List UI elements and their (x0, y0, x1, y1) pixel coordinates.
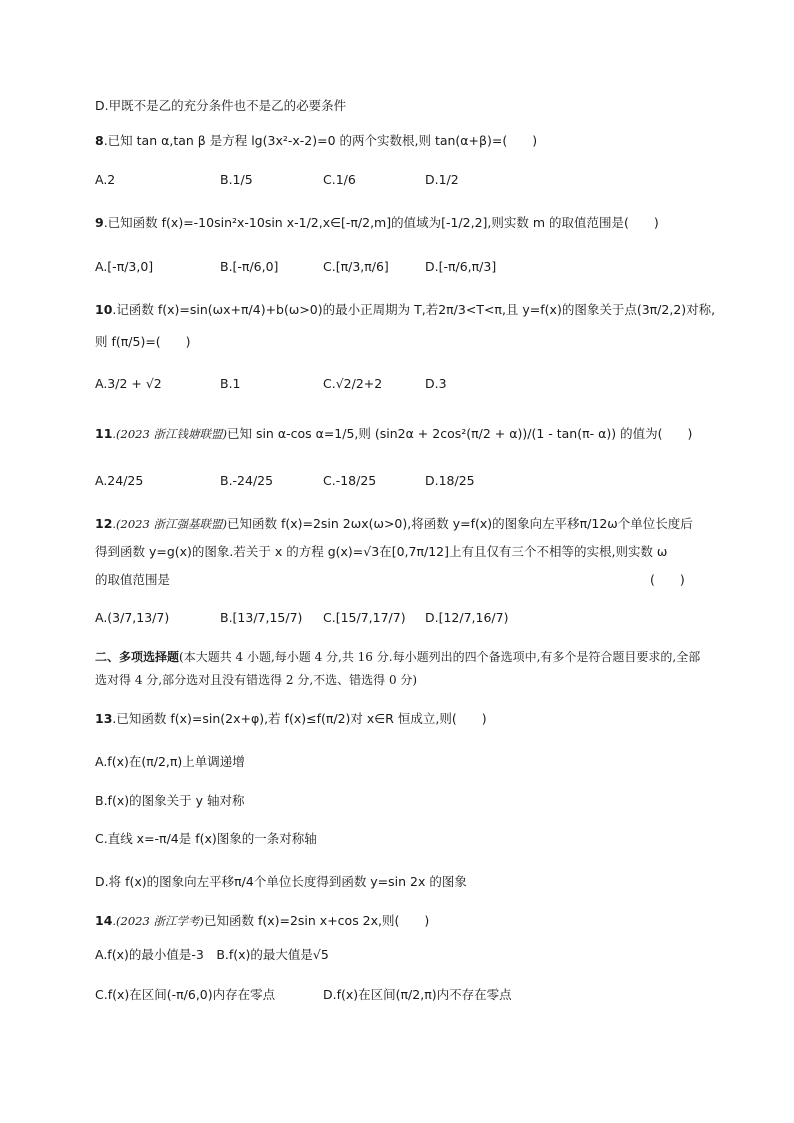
question-stem: .已知 tan α,tan β 是方程 lg(3x²-x-2)=0 的两个实数根,则 tan(α+β)=( ) (103, 133, 538, 148)
question-10 (95, 300, 715, 320)
question-number: 9 (95, 215, 104, 230)
q7-option-d: D.甲既不是乙的充分条件也不是乙的必要条件 (95, 98, 347, 113)
q8-option-c: C.1/6 (323, 172, 356, 187)
question-12 (95, 514, 693, 534)
question-number: 13 (95, 711, 113, 726)
q12-answer-paren: ( ) (650, 572, 685, 587)
question-stem: 已知函数 f(x)=2sin x+cos 2x,则( ) (203, 913, 430, 928)
q11-option-c: C.-18/25 (323, 473, 377, 488)
q9-option-d: D.[-π/6,π/3] (425, 259, 497, 274)
q12-option-c: C.[15/7,17/7) (323, 610, 406, 625)
question-stem: .已知函数 f(x)=sin(2x+φ),若 f(x)≤f(π/2)对 x∈R 恒成立,则( ) (112, 711, 487, 726)
q14-option-d: D.f(x)在区间(π/2,π)内不存在零点 (323, 987, 512, 1002)
section-instructions: (本大题共 4 小题,每小题 4 分,共 16 分.每小题列出的四个备选项中,有多个是符合题目要求的,全部选对得 4 分,部分选对且没有错选得 2 分,不选、错选得 0 分) (95, 650, 701, 687)
q11-option-a: A.24/25 (95, 473, 144, 488)
question-11 (95, 424, 692, 444)
question-9 (95, 213, 659, 233)
q12-option-d: D.[12/7,16/7) (425, 610, 509, 625)
q11-option-b: B.-24/25 (220, 473, 274, 488)
question-number: 12 (95, 516, 113, 531)
q11-option-d: D.18/25 (425, 473, 475, 488)
q10-option-c: C.√2/2+2 (323, 376, 383, 391)
q13-option-b: B.f(x)的图象关于 y 轴对称 (95, 793, 245, 808)
question-source: .(2023 浙江强基联盟) (112, 517, 227, 531)
question-number: 11 (95, 426, 113, 441)
q12-option-a: A.(3/7,13/7) (95, 610, 170, 625)
question-number: 14 (95, 913, 113, 928)
question-stem: .已知函数 f(x)=-10sin²x-10sin x-1/2,x∈[-π/2,m]的值域为[-1/2,2],则实数 m 的取值范围是( ) (103, 215, 659, 230)
q8-option-b: B.1/5 (220, 172, 253, 187)
q9-option-a: A.[-π/3,0] (95, 259, 154, 274)
q12-continuation-1: 得到函数 y=g(x)的图象.若关于 x 的方程 g(x)=√3在[0,7π/12]上有且仅有三个不相等的实根,则实数 ω (95, 544, 668, 559)
q9-option-b: B.[-π/6,0] (220, 259, 279, 274)
section-title: 二、多项选择题 (95, 650, 180, 664)
question-stem: .记函数 f(x)=sin(ωx+π/4)+b(ω>0)的最小正周期为 T,若2π/3<T<π,且 y=f(x)的图象关于点(3π/2,2)对称, (112, 302, 716, 317)
question-number: 8 (95, 133, 104, 148)
question-13 (95, 709, 487, 729)
q13-option-c: C.直线 x=-π/4是 f(x)图象的一条对称轴 (95, 831, 317, 846)
question-number: 10 (95, 302, 113, 317)
q14-option-c: C.f(x)在区间(-π/6,0)内存在零点 (95, 987, 276, 1002)
question-source: .(2023 浙江学考) (112, 914, 204, 928)
question-stem: 已知函数 f(x)=2sin 2ωx(ω>0),将函数 y=f(x)的图象向左平移π/12ω个单位长度后 (226, 516, 693, 531)
q10-option-b: B.1 (220, 376, 241, 391)
q8-option-d: D.1/2 (425, 172, 459, 187)
q12-option-b: B.[13/7,15/7) (220, 610, 303, 625)
q14-options-ab: A.f(x)的最小值是-3 B.f(x)的最大值是√5 (95, 947, 329, 962)
question-8 (95, 131, 537, 151)
q10-option-d: D.3 (425, 376, 447, 391)
q12-continuation-2: 的取值范围是 (95, 572, 171, 587)
q13-option-d: D.将 f(x)的图象向左平移π/4个单位长度得到函数 y=sin 2x 的图象 (95, 874, 467, 889)
question-stem: 已知 sin α-cos α=1/5,则 (sin2α + 2cos²(π/2 + α))/(1 - tan(π- α)) 的值为( ) (226, 426, 693, 441)
q8-option-a: A.2 (95, 172, 116, 187)
q10-continuation: 则 f(π/5)=( ) (95, 334, 191, 349)
question-source: .(2023 浙江钱塘联盟) (112, 427, 227, 441)
q9-option-c: C.[π/3,π/6] (323, 259, 389, 274)
question-14 (95, 911, 429, 931)
q10-option-a: A.3/2 + √2 (95, 376, 162, 391)
q13-option-a: A.f(x)在(π/2,π)上单调递增 (95, 754, 245, 769)
section-2-heading (95, 646, 705, 692)
